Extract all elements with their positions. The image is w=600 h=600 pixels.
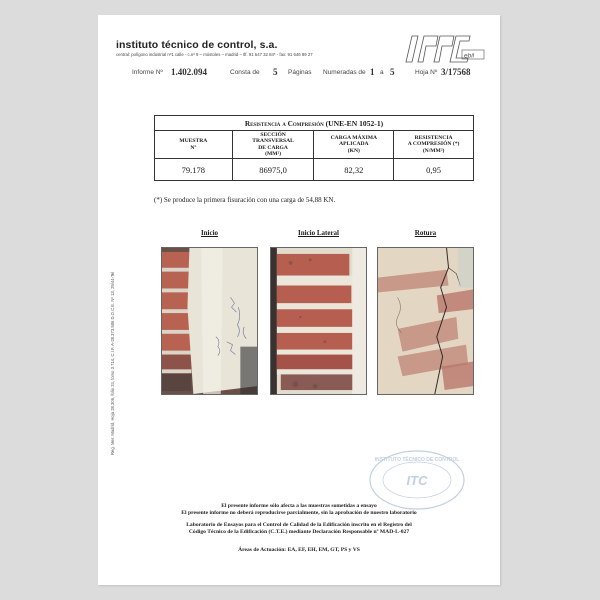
footer-line-1: El presente informe sólo afecta a las muestras sometidas a ensayo — [221, 503, 377, 509]
from-page: 1 — [370, 67, 375, 77]
consta-label: Consta de — [230, 69, 260, 76]
col-header-carga: CARGA MÁXIMA APLICADA (KN) — [314, 131, 394, 159]
company-address: central: polígono industrial nº1 calle - c.nº 9 – móstoles – madrid – tlf. 91 647 32 84* - fax: 91 646 89 27 — [116, 52, 313, 57]
paginas-label: Páginas — [288, 69, 312, 76]
hoja-number: 3/17568 — [441, 67, 471, 77]
photo-inicio-lateral — [270, 247, 367, 395]
photo-label-rotura: Rotura — [414, 229, 437, 237]
footer-line-4: Código Técnico de la Edificación (C.T.E.) mediante Declaración Responsable nº MAD-L-027 — [188, 529, 410, 536]
itc-logo — [398, 34, 486, 64]
hoja-label: Hoja Nº — [415, 69, 438, 76]
footer-line-2: El presente informe no deberá reproducirse parcialmente, sin la aprobación de nuestro laboratorio — [181, 510, 417, 517]
photo-label-inicio-lateral: Inicio Lateral — [297, 229, 340, 237]
table-title — [155, 116, 474, 131]
report-info-row — [132, 67, 482, 81]
svg-text:ebil: ebil — [464, 52, 475, 60]
compression-results-table — [154, 115, 474, 181]
table-standard: (UNE-EN 1052-1) — [325, 118, 384, 128]
cell-carga: 82,32 — [314, 159, 394, 181]
cell-resistencia: 0,95 — [394, 159, 474, 181]
informe-label: Informe Nº — [132, 69, 163, 76]
page-count: 5 — [273, 67, 278, 77]
registry-vertical-text: Reg. Mer. Madrid, Hoja 28.306, folio 24, tomo 3.714, C.I.F. A-28.373.586 D.O.C.E. Nº 13, 29/44-Tel — [110, 271, 115, 455]
company-stamp — [368, 449, 466, 511]
table-title-text: Resistencia a Compresión — [244, 118, 324, 128]
footer-line-3: Laboratorio de Ensayos para el Control de Calidad de la Edificación inscrito en el Registro del — [186, 522, 412, 528]
footer-accreditation — [118, 522, 480, 536]
col-header-resistencia: RESISTENCIA A COMPRESIÓN (*) (N/MM²) — [394, 131, 474, 159]
photo-rotura — [377, 247, 474, 395]
a-label: a — [380, 69, 384, 76]
col-header-muestra: MUESTRA Nº — [155, 131, 233, 159]
cell-seccion: 86975,0 — [232, 159, 314, 181]
footer-areas — [118, 547, 480, 554]
numeradas-label: Numeradas de — [323, 69, 366, 76]
photo-label-inicio: Inicio — [200, 229, 219, 237]
to-page: 5 — [390, 67, 395, 77]
footnote: (*) Se produce la primera fisuración con una carga de 54,88 KN. — [154, 196, 336, 204]
footer-disclaimer — [118, 503, 480, 517]
photo-inicio — [161, 247, 258, 395]
footer-line-5: Áreas de Actuación: EA, EF, EH, EM, GT, PS y VS — [238, 547, 360, 553]
table-row — [155, 159, 474, 181]
svg-text:INSTITUTO TÉCNICO DE CONTROL: INSTITUTO TÉCNICO DE CONTROL — [374, 457, 460, 463]
informe-number: 1.402.094 — [171, 67, 207, 77]
document-page — [98, 15, 500, 585]
col-header-seccion: SECCIÓN TRANSVERSAL DE CARGA (MM²) — [232, 131, 314, 159]
svg-text:ITC: ITC — [406, 473, 428, 488]
company-name: instituto técnico de control, s.a. — [116, 39, 278, 51]
cell-muestra: 79.178 — [155, 159, 233, 181]
